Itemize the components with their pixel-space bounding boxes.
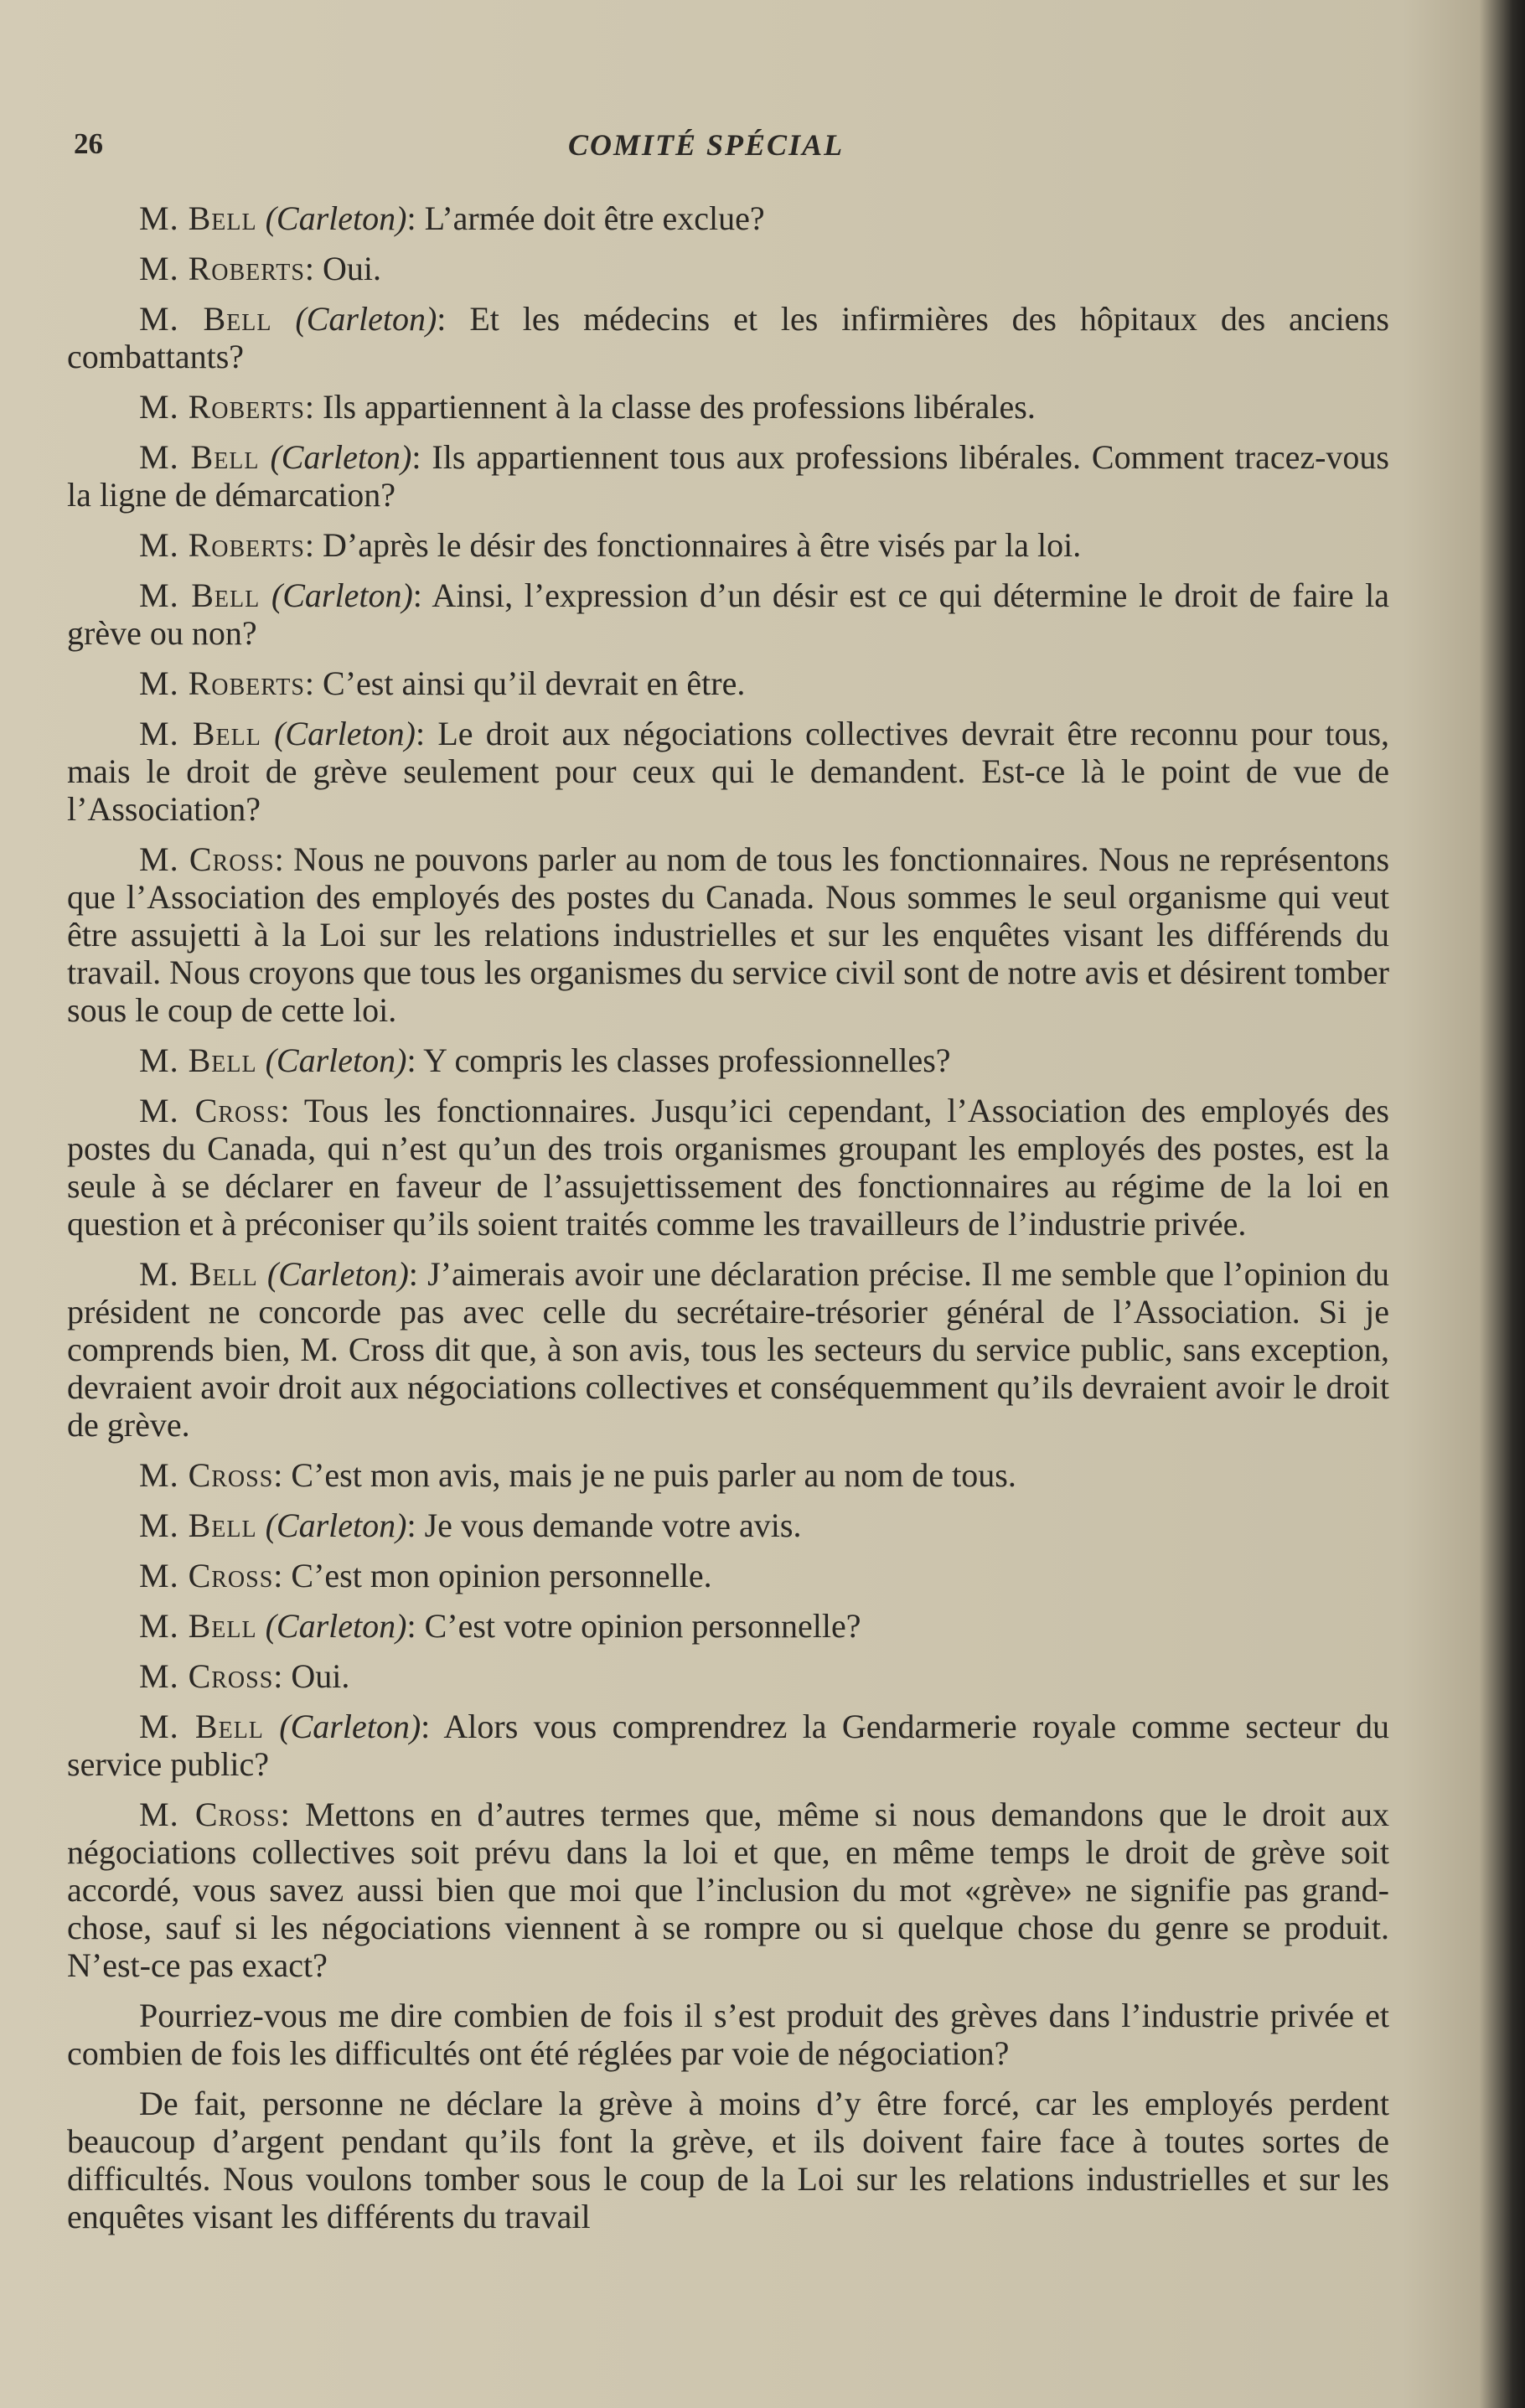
transcript-paragraph bbox=[67, 199, 1389, 237]
speech-text: Et les médecins et les infirmières des hôpitaux des anciens combattants? bbox=[67, 300, 1389, 375]
speech-text: Le droit aux négociations collectives devrait être reconnu pour tous, mais le droit de grève seulement pour ceux qui le demandent. Est-ce là le point de vue de l’Association? bbox=[67, 715, 1390, 828]
transcript-paragraph bbox=[67, 250, 1389, 287]
speech-text: Ils appartiennent tous aux professions libérales. Comment tracez-vous la ligne de démarcation? bbox=[67, 438, 1389, 514]
transcript-paragraph bbox=[67, 300, 1389, 375]
speech-text: Ainsi, l’expression d’un désir est ce qui détermine le droit de faire la grève ou non? bbox=[67, 576, 1390, 652]
transcript-paragraph bbox=[67, 1708, 1389, 1783]
speech-text: Alors vous comprendrez la Gendarmerie royale comme secteur du service public? bbox=[67, 1708, 1390, 1783]
speaker-name: M. Bell bbox=[139, 199, 257, 237]
speaker-name: M. Bell bbox=[139, 1708, 264, 1745]
speech-text: C’est ainsi qu’il devrait en être. bbox=[323, 664, 746, 702]
speaker-name: M. Bell bbox=[139, 438, 260, 476]
transcript-body bbox=[67, 199, 1389, 2248]
speaker-separator: : bbox=[274, 840, 284, 878]
speech-text: C’est mon opinion personnelle. bbox=[291, 1557, 712, 1594]
speaker-separator: : bbox=[437, 300, 447, 338]
transcript-paragraph bbox=[67, 526, 1389, 564]
transcript-paragraph bbox=[67, 840, 1389, 1029]
speaker-name: M. Bell bbox=[139, 715, 261, 752]
speaker-separator: : bbox=[406, 1506, 416, 1544]
transcript-paragraph bbox=[67, 1092, 1389, 1243]
speaker-name: M. Cross bbox=[139, 1796, 281, 1833]
transcript-paragraph bbox=[67, 1796, 1389, 1984]
page-number: 26 bbox=[74, 127, 103, 160]
transcript-paragraph bbox=[67, 1557, 1389, 1594]
speech-text: L’armée doit être exclue? bbox=[424, 199, 765, 237]
speech-text: De fait, personne ne déclare la grève à moins d’y être forcé, car les employés perdent beaucoup d’argent pendant qu’ils font la grève, et ils doivent faire face à toutes sortes de difficultés. Nous voulons tomber sous le coup de la Loi sur les relations industrielles et sur les enquêtes visant les différents du travail bbox=[67, 2085, 1389, 2235]
speaker-name: M. Roberts bbox=[139, 250, 305, 287]
speaker-riding: (Carleton) bbox=[265, 1506, 407, 1544]
speaker-riding: (Carleton) bbox=[265, 1607, 407, 1645]
speaker-separator: : bbox=[411, 438, 421, 476]
speaker-name: M. Roberts bbox=[139, 526, 305, 564]
speaker-separator: : bbox=[406, 199, 416, 237]
speaker-separator: : bbox=[304, 526, 315, 564]
speaker-separator: : bbox=[273, 1657, 283, 1695]
speaker-name: M. Cross bbox=[139, 1092, 281, 1129]
speaker-name: M. Cross bbox=[139, 1456, 274, 1494]
speech-text: Y compris les classes professionnelles? bbox=[423, 1041, 951, 1079]
speaker-separator: : bbox=[415, 715, 426, 752]
speaker-name: M. Roberts bbox=[139, 664, 305, 702]
transcript-paragraph bbox=[67, 1506, 1389, 1544]
continuation-paragraph bbox=[67, 2085, 1389, 2235]
speaker-riding: (Carleton) bbox=[279, 1708, 421, 1745]
speech-text: Pourriez-vous me dire combien de fois il s’est produit des grèves dans l’industrie privée et combien de fois les difficultés ont été réglées par voie de négociation? bbox=[67, 1997, 1389, 2072]
speaker-name: M. Cross bbox=[139, 1557, 274, 1594]
speaker-name: M. Bell bbox=[139, 300, 272, 338]
speaker-riding: (Carleton) bbox=[271, 576, 413, 614]
speaker-separator: : bbox=[304, 388, 315, 426]
transcript-paragraph bbox=[67, 438, 1389, 514]
speech-text: Tous les fonctionnaires. Jusqu’ici cependant, l’Association des employés des postes du Canada, qui n’est qu’un des trois organismes groupant les employés des postes, est la seule à se déclarer en faveur de l’assujettissement des fonctionnaires au régime de la loi en question et à préconiser qu’ils soient traités comme les travailleurs de l’industrie privée. bbox=[67, 1092, 1389, 1243]
speech-text: Nous ne pouvons parler au nom de tous les fonctionnaires. Nous ne représentons que l’Association des employés des postes du Canada. Nous sommes le seul organisme qui veut être assujetti à la Loi sur les relations industrielles et sur les enquêtes visant les différends du travail. Nous croyons que tous les organismes du service civil sont de notre avis et désirent tomber sous le coup de cette loi. bbox=[67, 840, 1390, 1029]
transcript-paragraph bbox=[67, 1456, 1389, 1494]
speaker-name: M. Cross bbox=[139, 840, 275, 878]
speaker-riding: (Carleton) bbox=[270, 438, 412, 476]
speech-text: C’est votre opinion personnelle? bbox=[424, 1607, 861, 1645]
speech-text: Ils appartiennent à la classe des professions libérales. bbox=[323, 388, 1036, 426]
speaker-riding: (Carleton) bbox=[274, 715, 416, 752]
speech-text: Oui. bbox=[291, 1657, 350, 1695]
transcript-paragraph bbox=[67, 388, 1389, 426]
speaker-separator: : bbox=[304, 664, 315, 702]
speaker-separator: : bbox=[304, 250, 315, 287]
transcript-paragraph bbox=[67, 576, 1389, 652]
speaker-name: M. Bell bbox=[139, 576, 261, 614]
speaker-riding: (Carleton) bbox=[265, 199, 407, 237]
speaker-riding: (Carleton) bbox=[295, 300, 437, 338]
transcript-paragraph bbox=[67, 1657, 1389, 1695]
transcript-paragraph bbox=[67, 1255, 1389, 1444]
speech-text: D’après le désir des fonctionnaires à être visés par la loi. bbox=[323, 526, 1082, 564]
speaker-name: M. Bell bbox=[139, 1506, 257, 1544]
speaker-separator: : bbox=[406, 1607, 416, 1645]
speaker-separator: : bbox=[408, 1255, 418, 1293]
speaker-separator: : bbox=[273, 1557, 283, 1594]
speaker-name: M. Cross bbox=[139, 1657, 274, 1695]
transcript-paragraph bbox=[67, 1607, 1389, 1645]
speaker-separator: : bbox=[280, 1796, 290, 1833]
speech-text: Je vous demande votre avis. bbox=[424, 1506, 802, 1544]
speaker-name: M. Bell bbox=[139, 1041, 257, 1079]
speaker-name: M. Bell bbox=[139, 1607, 257, 1645]
running-title: COMITÉ SPÉCIAL bbox=[568, 128, 845, 162]
continuation-paragraph bbox=[67, 1997, 1389, 2072]
speaker-separator: : bbox=[280, 1092, 290, 1129]
speech-text: Oui. bbox=[323, 250, 382, 287]
transcript-paragraph bbox=[67, 664, 1389, 702]
transcript-paragraph bbox=[67, 715, 1389, 828]
speech-text: Mettons en d’autres termes que, même si nous demandons que le droit aux négociations collectives soit prévu dans la loi et que, en même temps le droit de grève soit accordé, vous savez aussi bien que moi que l’inclusion du mot «grève» ne signifie pas grand-chose, sauf si les négociations viennent à se rompre ou si quelque chose du genre se produit. N’est-ce pas exact? bbox=[67, 1796, 1389, 1984]
speech-text: J’aimerais avoir une déclaration précise. Il me semble que l’opinion du président ne concorde pas avec celle du secrétaire-trésorier général de l’Association. Si je comprends bien, M. Cross dit que, à son avis, tous les secteurs du service public, sans exception, devraient avoir droit aux négociations collectives et conséquemment qu’ils devraient avoir le droit de grève. bbox=[67, 1255, 1390, 1444]
speaker-separator: : bbox=[406, 1041, 416, 1079]
speaker-separator: : bbox=[421, 1708, 431, 1745]
transcript-paragraph bbox=[67, 1041, 1389, 1079]
speaker-name: M. Roberts bbox=[139, 388, 305, 426]
speaker-separator: : bbox=[273, 1456, 283, 1494]
speaker-riding: (Carleton) bbox=[265, 1041, 407, 1079]
page-header bbox=[74, 127, 1374, 168]
speaker-name: M. Bell bbox=[139, 1255, 258, 1293]
speech-text: C’est mon avis, mais je ne puis parler au nom de tous. bbox=[291, 1456, 1016, 1494]
speaker-riding: (Carleton) bbox=[266, 1255, 409, 1293]
speaker-separator: : bbox=[412, 576, 422, 614]
